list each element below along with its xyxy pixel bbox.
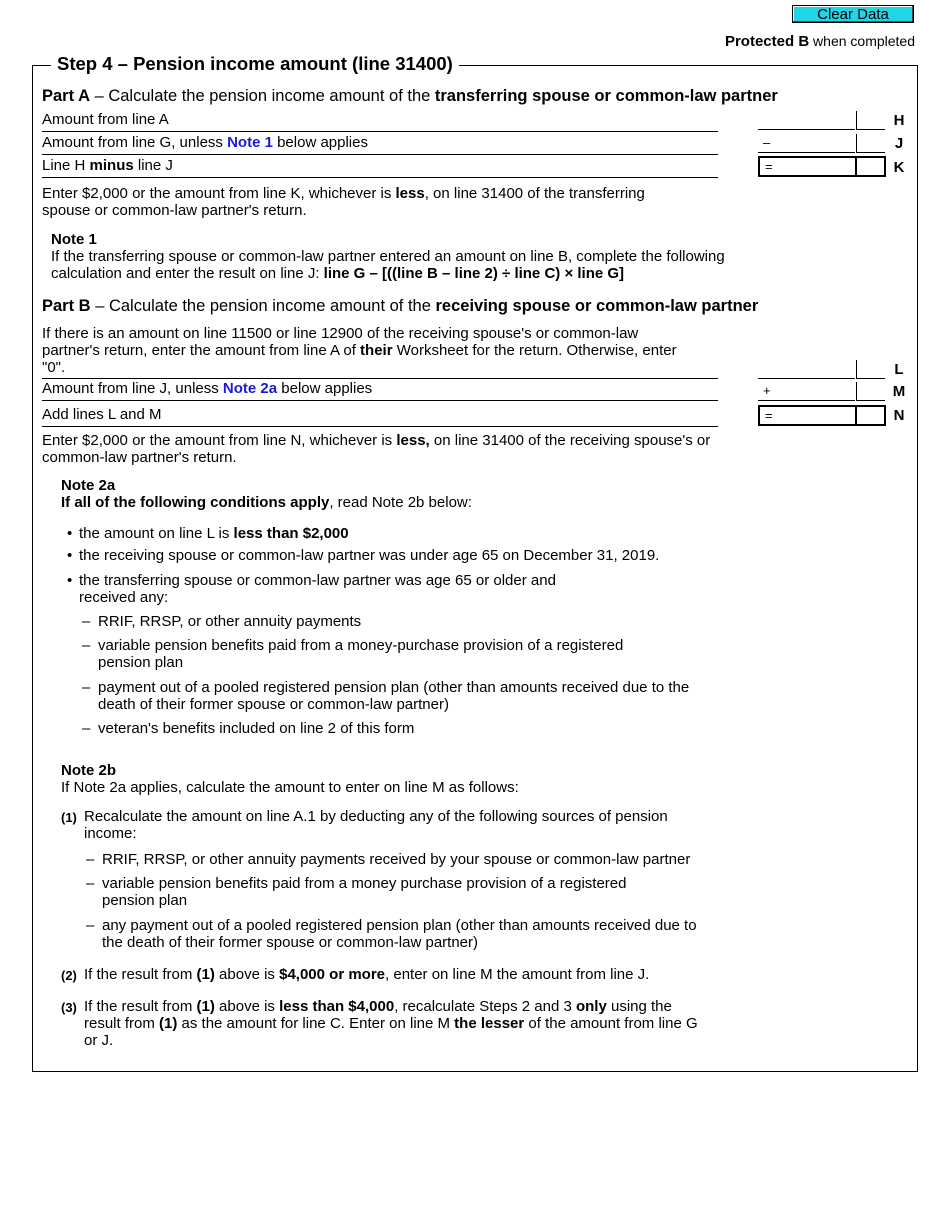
note-2b-item-3: If the result from (1) above is less than $4,000, recalculate Steps 2 and 3 only using the result from (1) as the amount for line C. Enter on line M the lesser of the amount from line G or J. [84, 998, 698, 1049]
note-2b-item-2: If the result from (1) above is $4,000 or more, enter on line M the amount from line J. [84, 966, 650, 983]
clear-data-button[interactable]: Clear Data [792, 5, 914, 23]
line-n-dollars-input[interactable]: = [758, 405, 857, 426]
line-l-label: If there is an amount on line 11500 or line 12900 of the receiving spouse's or common-law partner's return, enter the amount from line A of their Worksheet for the return. Otherwise, enter "0". [42, 325, 718, 379]
line-k-cents-input[interactable] [856, 156, 886, 177]
line-j-letter: J [894, 135, 904, 152]
line-h-label: Amount from line A [42, 110, 718, 132]
note-2b-heading: Note 2b If Note 2a applies, calculate the amount to enter on line M as follows: [61, 762, 519, 796]
note-2a-bullet-3: • the transferring spouse or common-law partner was age 65 or older and received any: [79, 572, 589, 606]
note-2a-heading: Note 2a If all of the following conditions apply, read Note 2b below: [61, 477, 472, 511]
part-a-heading: Part A – Calculate the pension income amount of the transferring spouse or common-law partner [42, 87, 778, 105]
line-l-cents-input[interactable] [856, 360, 885, 379]
line-h-letter: H [893, 112, 905, 129]
note-2a-dash-1: – RRIF, RRSP, or other annuity payments [98, 613, 718, 630]
note-2a-dash-2: – variable pension benefits paid from a money-purchase provision of a registered pension plan [98, 637, 658, 671]
note-2b-item-1: Recalculate the amount on line A.1 by deducting any of the following sources of pension income: [84, 808, 668, 842]
note-2b-num-1: (1) [61, 810, 77, 825]
note-2b-num-3: (3) [61, 1000, 77, 1015]
line-n-letter: N [893, 407, 905, 424]
line-k-letter: K [893, 159, 905, 176]
step-title: Step 4 – Pension income amount (line 31400) [51, 53, 459, 75]
line-j-cents-input[interactable] [856, 134, 885, 153]
line-j-label: Amount from line G, unless Note 1 below applies [42, 133, 718, 155]
line-m-dollars-input[interactable]: + [758, 382, 855, 401]
line-m-letter: M [892, 383, 906, 400]
line-j-dollars-input[interactable]: – [758, 134, 855, 153]
line-m-cents-input[interactable] [856, 382, 885, 401]
note-1: Note 1 If the transferring spouse or common-law partner entered an amount on line B, complete the following calculation and enter the result on line J: line G – [((line B – line 2) ÷ line C) × line G] [51, 231, 725, 282]
line-l-letter: L [894, 361, 904, 378]
note-2a-bullet-2: • the receiving spouse or common-law partner was under age 65 on December 31, 2019. [79, 547, 719, 564]
line-l-dollars-input[interactable] [758, 360, 855, 379]
line-m-label: Amount from line J, unless Note 2a below applies [42, 379, 718, 401]
note-2b-num-2: (2) [61, 968, 77, 983]
note-2b-dash-1: – RRIF, RRSP, or other annuity payments received by your spouse or common-law partner [102, 851, 722, 868]
part-a-instruction: Enter $2,000 or the amount from line K, whichever is less, on line 31400 of the transferring spouse or common-law partner's return. [42, 185, 645, 219]
note-2a-dash-4: – veteran's benefits included on line 2 of this form [98, 720, 718, 737]
note-2b-dash-2: – variable pension benefits paid from a money purchase provision of a registered pension plan [102, 875, 662, 909]
note-2a-bullet-1: • the amount on line L is less than $2,000 [79, 525, 719, 542]
note-1-formula: line G – [((line B – line 2) ÷ line C) × line G] [323, 265, 625, 282]
line-n-cents-input[interactable] [856, 405, 886, 426]
note-2a-dash-3: – payment out of a pooled registered pension plan (other than amounts received due to the death of their former spouse or common-law partner) [98, 679, 718, 713]
part-b-heading: Part B – Calculate the pension income amount of the receiving spouse or common-law partner [42, 297, 759, 315]
note-2b-dash-3: – any payment out of a pooled registered pension plan (other than amounts received due to the death of their former spouse or common-law partner) [102, 917, 712, 951]
line-h-cents-input[interactable] [856, 111, 885, 130]
note-1-link[interactable]: Note 1 [227, 134, 273, 151]
line-n-label: Add lines L and M [42, 405, 718, 427]
note-2a-link[interactable]: Note 2a [222, 380, 278, 397]
line-h-dollars-input[interactable] [758, 111, 855, 130]
line-k-dollars-input[interactable]: = [758, 156, 857, 177]
line-k-label: Line H minus line J [42, 156, 718, 178]
protected-b-notice: Protected B when completed [724, 33, 915, 50]
part-b-instruction: Enter $2,000 or the amount from line N, whichever is less, on line 31400 of the receiving spouse's or common-law partner's return. [42, 432, 711, 466]
